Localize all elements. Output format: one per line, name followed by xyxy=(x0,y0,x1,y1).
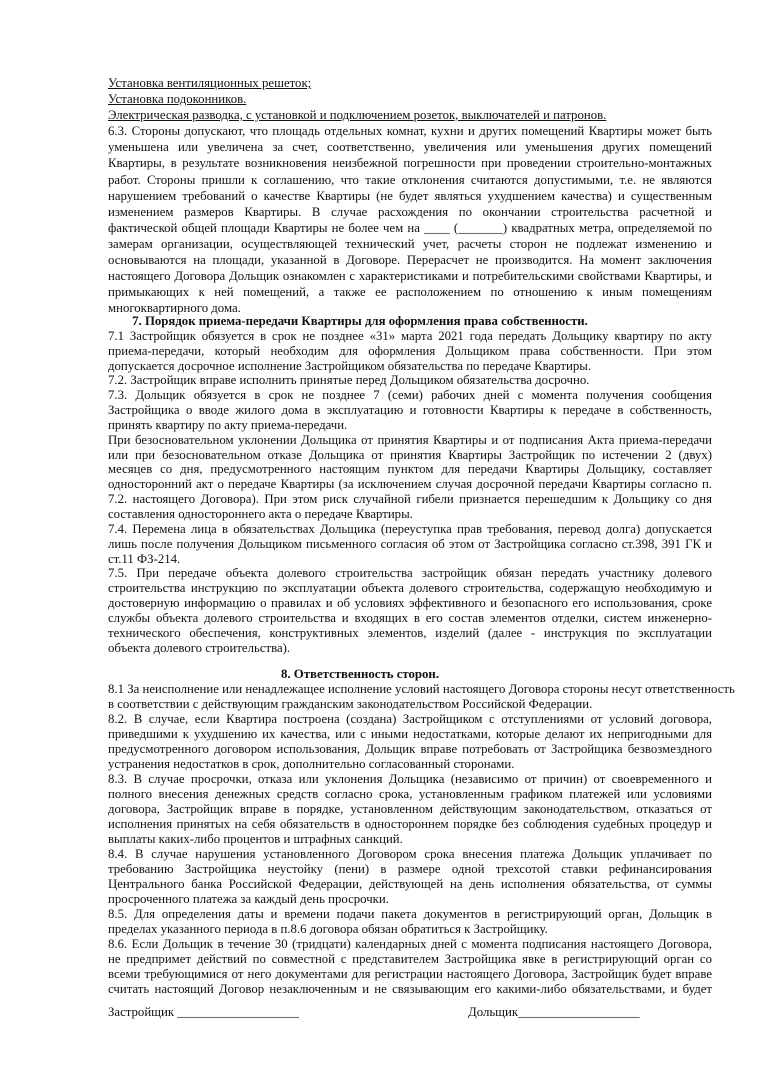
paragraph-line: 7.2. Застройщик вправе исполнить принятые перед Дольщиком обязательства досрочно. xyxy=(108,373,590,388)
paragraph-line: в соответствии с действующим гражданским законодательством Российской Федерации. xyxy=(108,697,593,711)
paragraph-line: объекта долевого строительства). xyxy=(108,640,291,655)
paragraph-line: договора, Застройщик вправе в порядке, установленном действующим законодательством, отказаться от xyxy=(108,802,712,816)
paragraph-line: всеми требующимися от него документами для регистрации настоящего Договора, Застройщик будет вправе xyxy=(108,967,712,981)
work-list-item: Электрическая разводка, с установкой и подключением розеток, выключателей и патронов. xyxy=(108,108,607,123)
shareholder-signature-line: Дольщик___________________ xyxy=(468,1005,640,1019)
paragraph-line: фактической общей площади Квартиры не более чем на ____ (_______) квадратных метра, определяемой по xyxy=(108,220,712,235)
work-list-item: Установка вентиляционных решеток; xyxy=(108,76,312,90)
paragraph-line: месяцев со дня, предусмотренного настоящим пунктом для передачи Квартиры Дольщику, составляет xyxy=(108,462,712,477)
paragraph-line: основываются на площади, указанной в Договоре. Перерасчет не производится. На момент заключения xyxy=(108,253,712,268)
paragraph-line: настоящего Договора Дольщик ознакомлен с характеристиками и потребительскими свойствами Квартиры, и xyxy=(108,269,712,284)
paragraph-line: примыкающих к ней помещений, а также ее расположением по отношению к иным помещениям xyxy=(108,285,712,300)
paragraph-line: 8.2. В случае, если Квартира построена (создана) Застройщиком с отступлениями от условий договора, xyxy=(108,712,712,726)
paragraph-line: полного внесения денежных средств согласно срока, установленным графиком платежей или условиями xyxy=(108,787,712,801)
paragraph-line: 8.5. Для определения даты и времени подачи пакета документов в регистрирующий орган, Дольщик в xyxy=(108,907,712,921)
paragraph-line: строительства инструкцию по эксплуатации объекта долевого строительства, содержащую необходимую и xyxy=(108,581,712,596)
paragraph-line: допускается досрочное исполнение Застройщиком обязательства по передаче Квартиры. xyxy=(108,358,592,373)
paragraph-line: предусмотренного договором использования, Дольщик вправе потребовать от Застройщика безвозмездного xyxy=(108,742,712,756)
paragraph-line: не предпримет действий по совместной с представителем Застройщика явке в регистрирующий орган со xyxy=(108,952,712,966)
paragraph-line: 6.3. Стороны допускают, что площадь отдельных комнат, кухни и других помещений Квартиры может быть xyxy=(108,124,712,139)
document-block-section-6 xyxy=(108,75,712,316)
paragraph-line: исполнения принятых на себя обязательств в одностороннем порядке без соблюдения судебных процедур и xyxy=(108,817,712,831)
paragraph-line: 7.5. При передаче объекта долевого строительства застройщик обязан передать участнику долевого xyxy=(108,566,712,581)
paragraph-line: составления одностороннего акта о передаче Квартиры. xyxy=(108,506,413,521)
paragraph-line: 8.3. В случае просрочки, отказа или уклонения Дольщика (независимо от причин) от своевременного и xyxy=(108,772,712,786)
section-heading: 8. Ответственность сторон. xyxy=(281,667,439,681)
paragraph-line: Застройщика о вводе жилого дома в эксплуатацию и готовности Квартиры к передаче в собственность, xyxy=(108,403,712,418)
paragraph-line: принять квартиру по акту приема-передачи. xyxy=(108,417,348,432)
paragraph-line: устранения недостатков в срок, дополнительно согласованный сторонами. xyxy=(108,757,515,771)
paragraph-line: 7.2. настоящего Договора). При этом риск случайной гибели признается перешедшим к Дольщику со дня xyxy=(108,492,712,507)
paragraph-line: 8.4. В случае нарушения установленного Договором срока внесения платежа Дольщик уплачивает по xyxy=(108,847,712,861)
paragraph-line: службы объекта долевого строительства и входящих в его состав элементов отделки, систем инженерно- xyxy=(108,610,712,625)
paragraph-line: ст.11 ФЗ-214. xyxy=(108,551,181,566)
work-list-item: Установка подоконников. xyxy=(108,92,247,107)
paragraph-line: считать настоящий Договор незаключенным и не связывающим его какими-либо обязательствами, и будет xyxy=(108,982,712,996)
paragraph-line: 7.1 Застройщик обязуется в срок не позднее «31» марта 2021 года передать Дольщику квартиру по акту xyxy=(108,328,712,343)
paragraph-line: достоверную информацию о правилах и об условиях эффективного и безопасного его использования, сроке xyxy=(108,596,712,611)
paragraph-line: 7.3. Дольщик обязуется в срок не позднее 7 (семи) рабочих дней с момента получения сообщения xyxy=(108,388,712,403)
paragraph-line: При безосновательном уклонении Дольщика от принятия Квартиры и от подписания Акта приема-передачи xyxy=(108,432,712,447)
paragraph-line: требованию Застройщика неустойку (пени) в размере одной трехсотой ставки рефинансирования xyxy=(108,862,712,876)
paragraph-line: приведшими к ухудшению их качества, или с иными недостатками, которые делают их непригодными для xyxy=(108,727,712,741)
paragraph-line: технического обеспечения, конструктивных элементов, изделий (далее - инструкция по эксплуатации xyxy=(108,625,712,640)
paragraph-line: 8.6. Если Дольщик в течение 30 (тридцати) календарных дней с момента подписания настоящего Договора, xyxy=(108,937,712,951)
paragraph-line: работ. Стороны пришли к соглашению, что такие отклонения считаются допустимыми, т.е. не являются xyxy=(108,172,712,187)
paragraph-line: изменением размеров Квартиры. В случае расхождения по окончании строительства расчетной и xyxy=(108,204,712,219)
paragraph-line: нарушением требований о качестве Квартиры (не будет являться ухудшением качества) и существенным xyxy=(108,188,712,203)
paragraph-line: приема-передачи, который необходим для оформления Дольщиком права собственности. При этом xyxy=(108,343,712,358)
paragraph-line: лишь после получения Дольщиком письменного согласия об этом от Застройщика согласно ст.398, 391 ГК и xyxy=(108,536,712,551)
paragraph-line: замерам организации, осуществляющей технический учет, расчеты сторон не подлежат изменению и xyxy=(108,236,712,251)
paragraph-line: односторонний акт о передаче Квартиры (за исключением случая досрочной передачи Квартиры согласно п. xyxy=(108,477,712,492)
paragraph-line: уменьшена или увеличена за счет, соответственно, увеличения или уменьшения других помещений xyxy=(108,140,712,155)
document-block-section-8 xyxy=(108,667,735,997)
paragraph-line: многоквартирного дома. xyxy=(108,301,241,316)
paragraph-line: 8.1 За неисполнение или ненадлежащее исполнение условий настоящего Договора стороны несут ответственность xyxy=(108,682,735,696)
paragraph-line: пределах указанного периода в п.8.6 договора обязан обратиться к Застройщику. xyxy=(108,922,548,936)
paragraph-line: просроченного платежа за каждый день просрочки. xyxy=(108,892,389,906)
paragraph-line: или при безосновательном отказе Дольщика от принятия Квартиры Застройщик по истечении 2 (двух) xyxy=(108,447,712,462)
developer-signature-line: Застройщик ___________________ xyxy=(108,1005,299,1019)
paragraph-line: Центрального банка Российской Федерации, действующей на день исполнения обязательства, от суммы xyxy=(108,877,712,891)
document-block-section-7 xyxy=(108,314,712,655)
section-heading: 7. Порядок приема-передачи Квартиры для оформления права собственности. xyxy=(132,314,588,328)
paragraph-line: выплаты каких-либо процентов и штрафных санкций. xyxy=(108,832,403,846)
paragraph-line: 7.4. Перемена лица в обязательствах Дольщика (переуступка прав требования, перевод долга) допускается xyxy=(108,521,712,536)
paragraph-line: Квартиры, в результате возникновения неизбежной погрешности при проведении строительно-монтажных xyxy=(108,156,712,171)
